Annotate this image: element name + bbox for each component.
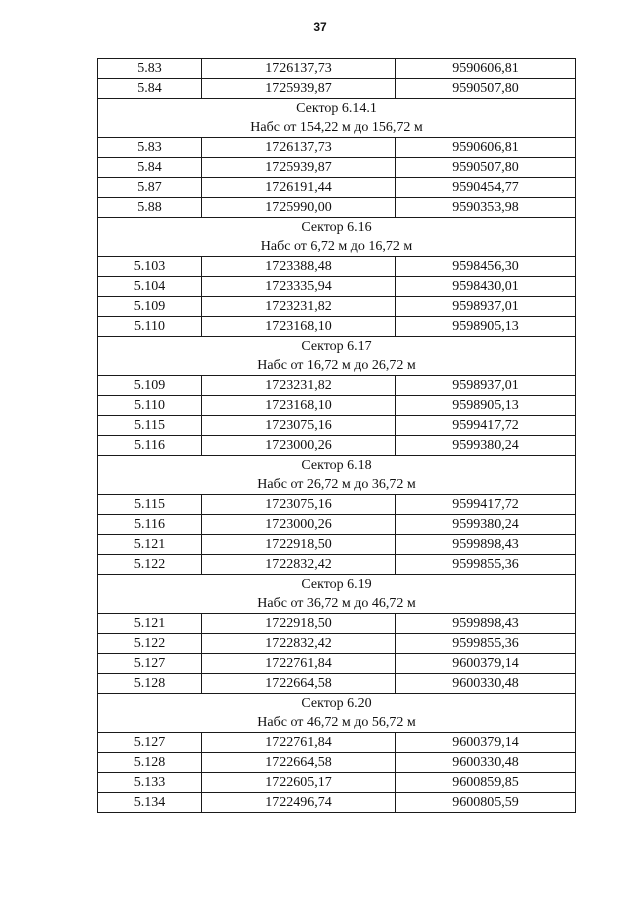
point-id-cell: 5.84 bbox=[98, 158, 202, 178]
point-id-cell: 5.122 bbox=[98, 634, 202, 654]
sector-height-range: Набс от 6,72 м до 16,72 м bbox=[260, 239, 413, 254]
point-id-cell: 5.121 bbox=[98, 614, 202, 634]
sector-header-row bbox=[98, 575, 576, 614]
y-coordinate-cell: 9599380,24 bbox=[396, 515, 576, 535]
point-id-cell: 5.87 bbox=[98, 178, 202, 198]
sector-header-row bbox=[98, 99, 576, 138]
point-id-cell: 5.121 bbox=[98, 535, 202, 555]
coordinates-table-body bbox=[98, 59, 576, 813]
sector-header-cell bbox=[98, 337, 576, 376]
y-coordinate-cell: 9598937,01 bbox=[396, 376, 576, 396]
table-row bbox=[98, 396, 576, 416]
y-coordinate-cell: 9599898,43 bbox=[396, 535, 576, 555]
sector-header-cell bbox=[98, 694, 576, 733]
point-id-cell: 5.110 bbox=[98, 317, 202, 337]
sector-title: Сектор 6.19 bbox=[301, 577, 372, 592]
sector-height-range: Набс от 16,72 м до 26,72 м bbox=[257, 358, 416, 373]
table-row bbox=[98, 59, 576, 79]
x-coordinate-cell: 1722832,42 bbox=[202, 634, 396, 654]
y-coordinate-cell: 9598905,13 bbox=[396, 317, 576, 337]
point-id-cell: 5.134 bbox=[98, 793, 202, 813]
x-coordinate-cell: 1726137,73 bbox=[202, 59, 396, 79]
y-coordinate-cell: 9599898,43 bbox=[396, 614, 576, 634]
x-coordinate-cell: 1723000,26 bbox=[202, 436, 396, 456]
y-coordinate-cell: 9599417,72 bbox=[396, 416, 576, 436]
x-coordinate-cell: 1722918,50 bbox=[202, 535, 396, 555]
x-coordinate-cell: 1723000,26 bbox=[202, 515, 396, 535]
x-coordinate-cell: 1722761,84 bbox=[202, 654, 396, 674]
sector-header-row bbox=[98, 456, 576, 495]
y-coordinate-cell: 9598937,01 bbox=[396, 297, 576, 317]
y-coordinate-cell: 9590353,98 bbox=[396, 198, 576, 218]
point-id-cell: 5.109 bbox=[98, 376, 202, 396]
table-row bbox=[98, 515, 576, 535]
sector-title: Сектор 6.14.1 bbox=[296, 101, 377, 116]
x-coordinate-cell: 1722832,42 bbox=[202, 555, 396, 575]
table-row bbox=[98, 773, 576, 793]
table-row bbox=[98, 495, 576, 515]
sector-header-row bbox=[98, 694, 576, 733]
x-coordinate-cell: 1722761,84 bbox=[202, 733, 396, 753]
y-coordinate-cell: 9600805,59 bbox=[396, 793, 576, 813]
point-id-cell: 5.88 bbox=[98, 198, 202, 218]
y-coordinate-cell: 9590606,81 bbox=[396, 138, 576, 158]
y-coordinate-cell: 9598456,30 bbox=[396, 257, 576, 277]
y-coordinate-cell: 9590507,80 bbox=[396, 158, 576, 178]
x-coordinate-cell: 1723335,94 bbox=[202, 277, 396, 297]
x-coordinate-cell: 1723075,16 bbox=[202, 416, 396, 436]
point-id-cell: 5.83 bbox=[98, 59, 202, 79]
point-id-cell: 5.110 bbox=[98, 396, 202, 416]
table-row bbox=[98, 198, 576, 218]
page-number: 37 bbox=[313, 20, 327, 34]
table-row bbox=[98, 277, 576, 297]
x-coordinate-cell: 1723075,16 bbox=[202, 495, 396, 515]
y-coordinate-cell: 9600330,48 bbox=[396, 753, 576, 773]
table-row bbox=[98, 158, 576, 178]
table-row bbox=[98, 654, 576, 674]
table-row bbox=[98, 535, 576, 555]
table-row bbox=[98, 297, 576, 317]
table-row bbox=[98, 793, 576, 813]
point-id-cell: 5.104 bbox=[98, 277, 202, 297]
y-coordinate-cell: 9599855,36 bbox=[396, 555, 576, 575]
table-row bbox=[98, 79, 576, 99]
table-row bbox=[98, 416, 576, 436]
y-coordinate-cell: 9590454,77 bbox=[396, 178, 576, 198]
table-row bbox=[98, 753, 576, 773]
point-id-cell: 5.103 bbox=[98, 257, 202, 277]
y-coordinate-cell: 9600379,14 bbox=[396, 733, 576, 753]
x-coordinate-cell: 1725990,00 bbox=[202, 198, 396, 218]
sector-height-range: Набс от 36,72 м до 46,72 м bbox=[257, 596, 416, 611]
x-coordinate-cell: 1725939,87 bbox=[202, 158, 396, 178]
y-coordinate-cell: 9599417,72 bbox=[396, 495, 576, 515]
x-coordinate-cell: 1722664,58 bbox=[202, 674, 396, 694]
table-row bbox=[98, 178, 576, 198]
point-id-cell: 5.127 bbox=[98, 654, 202, 674]
y-coordinate-cell: 9590606,81 bbox=[396, 59, 576, 79]
point-id-cell: 5.133 bbox=[98, 773, 202, 793]
point-id-cell: 5.115 bbox=[98, 416, 202, 436]
point-id-cell: 5.109 bbox=[98, 297, 202, 317]
sector-title: Сектор 6.17 bbox=[301, 339, 372, 354]
x-coordinate-cell: 1723388,48 bbox=[202, 257, 396, 277]
sector-title: Сектор 6.16 bbox=[301, 220, 372, 235]
sector-height-range: Набс от 154,22 м до 156,72 м bbox=[250, 120, 423, 135]
coordinates-table bbox=[97, 58, 576, 813]
y-coordinate-cell: 9599855,36 bbox=[396, 634, 576, 654]
y-coordinate-cell: 9590507,80 bbox=[396, 79, 576, 99]
point-id-cell: 5.122 bbox=[98, 555, 202, 575]
y-coordinate-cell: 9598905,13 bbox=[396, 396, 576, 416]
x-coordinate-cell: 1722605,17 bbox=[202, 773, 396, 793]
table-row bbox=[98, 257, 576, 277]
point-id-cell: 5.128 bbox=[98, 674, 202, 694]
sector-header-cell bbox=[98, 218, 576, 257]
table-row bbox=[98, 674, 576, 694]
table-row bbox=[98, 138, 576, 158]
sector-title: Сектор 6.20 bbox=[301, 696, 372, 711]
sector-header-row bbox=[98, 218, 576, 257]
x-coordinate-cell: 1722664,58 bbox=[202, 753, 396, 773]
sector-height-range: Набс от 46,72 м до 56,72 м bbox=[257, 715, 416, 730]
x-coordinate-cell: 1723168,10 bbox=[202, 396, 396, 416]
sector-header-row bbox=[98, 337, 576, 376]
point-id-cell: 5.116 bbox=[98, 436, 202, 456]
point-id-cell: 5.127 bbox=[98, 733, 202, 753]
x-coordinate-cell: 1723231,82 bbox=[202, 297, 396, 317]
x-coordinate-cell: 1722496,74 bbox=[202, 793, 396, 813]
x-coordinate-cell: 1726191,44 bbox=[202, 178, 396, 198]
point-id-cell: 5.83 bbox=[98, 138, 202, 158]
sector-title: Сектор 6.18 bbox=[301, 458, 372, 473]
table-row bbox=[98, 376, 576, 396]
table-row bbox=[98, 555, 576, 575]
x-coordinate-cell: 1723231,82 bbox=[202, 376, 396, 396]
x-coordinate-cell: 1726137,73 bbox=[202, 138, 396, 158]
y-coordinate-cell: 9599380,24 bbox=[396, 436, 576, 456]
x-coordinate-cell: 1723168,10 bbox=[202, 317, 396, 337]
table-row bbox=[98, 436, 576, 456]
table-row bbox=[98, 614, 576, 634]
table-row bbox=[98, 634, 576, 654]
point-id-cell: 5.128 bbox=[98, 753, 202, 773]
sector-header-cell bbox=[98, 575, 576, 614]
table-row bbox=[98, 317, 576, 337]
sector-header-cell bbox=[98, 456, 576, 495]
y-coordinate-cell: 9600330,48 bbox=[396, 674, 576, 694]
sector-height-range: Набс от 26,72 м до 36,72 м bbox=[257, 477, 416, 492]
x-coordinate-cell: 1722918,50 bbox=[202, 614, 396, 634]
sector-header-cell bbox=[98, 99, 576, 138]
point-id-cell: 5.115 bbox=[98, 495, 202, 515]
point-id-cell: 5.84 bbox=[98, 79, 202, 99]
y-coordinate-cell: 9600379,14 bbox=[396, 654, 576, 674]
point-id-cell: 5.116 bbox=[98, 515, 202, 535]
y-coordinate-cell: 9600859,85 bbox=[396, 773, 576, 793]
table-row bbox=[98, 733, 576, 753]
y-coordinate-cell: 9598430,01 bbox=[396, 277, 576, 297]
x-coordinate-cell: 1725939,87 bbox=[202, 79, 396, 99]
